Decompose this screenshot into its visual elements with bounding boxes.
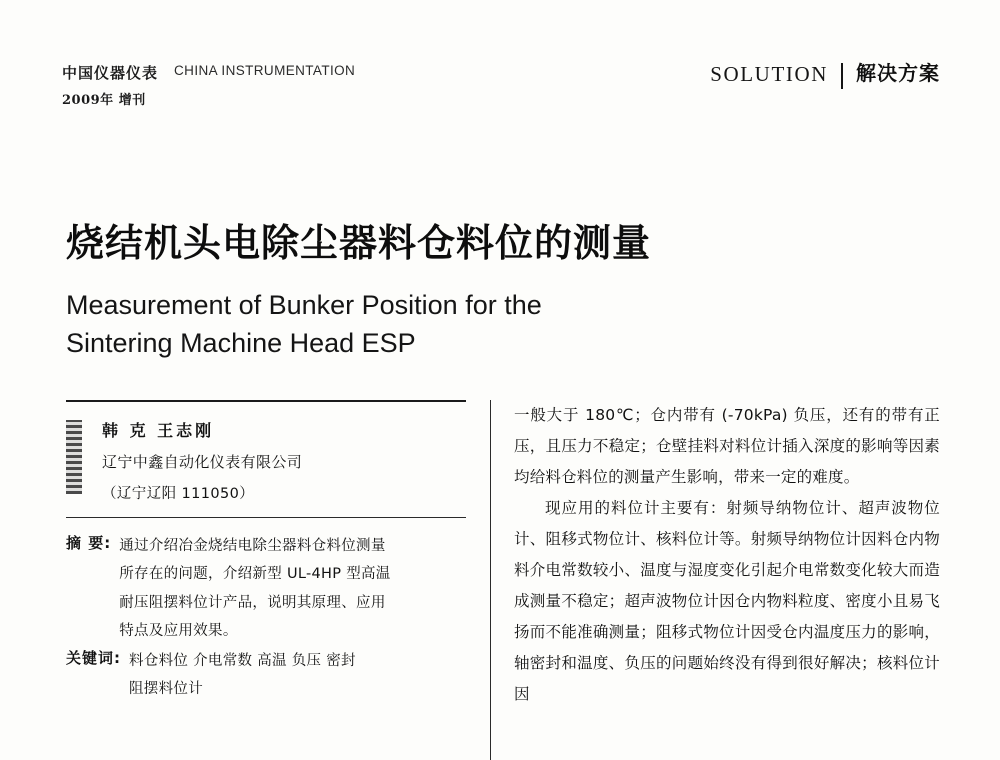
keywords-line: 料仓料位 介电常数 高温 负压 密封: [129, 653, 356, 670]
abstract-text: [119, 532, 390, 645]
abstract-label: 摘 要:: [66, 534, 112, 552]
section-label-en: SOLUTION: [710, 62, 828, 86]
keywords-row: [66, 647, 466, 704]
page-title-en-line2: Sintering Machine Head ESP: [66, 328, 416, 359]
abstract-line: 特点及应用效果。: [119, 622, 238, 639]
page-header: [62, 62, 940, 108]
keywords-label: 关键词:: [66, 649, 121, 668]
body-paragraph: 一般大于 180℃；仓内带有 (-70kPa) 负压，还有的带有正压，且压力不稳定；仓壁挂料对料位计插入深度的影响等因素均给料仓料位的测量产生影响，带来一定的难度。: [514, 406, 940, 486]
section-label-cn: 解决方案: [856, 61, 940, 85]
keywords-line: 阻摆料位计: [129, 681, 203, 698]
page-title-en: [66, 286, 706, 363]
abstract-block: [66, 518, 466, 704]
author-block: [66, 402, 466, 517]
right-column: [514, 400, 940, 710]
keywords-text: [129, 647, 356, 704]
author-names: 韩 克 王志刚: [102, 421, 215, 440]
section-divider: [841, 63, 843, 89]
page-title-en-line1: Measurement of Bunker Position for the: [66, 290, 542, 320]
section-header: [710, 62, 940, 89]
author-address: （辽宁辽阳 111050）: [102, 486, 255, 502]
column-divider: [490, 400, 491, 760]
left-column: [66, 400, 466, 706]
abstract-row: [66, 532, 466, 645]
page-title-cn: 烧结机头电除尘器料仓料位的测量: [66, 221, 652, 265]
author-affiliation: 辽宁中鑫自动化仪表有限公司: [102, 453, 303, 471]
abstract-line: 耐压阻摆料位计产品，说明其原理、应用: [119, 594, 386, 611]
author-ornament-icon: [66, 420, 82, 494]
body-paragraph: 现应用的料位计主要有：射频导纳物位计、超声波物位计、阻移式物位计、核料位计等。射频导纳物位计因料仓内物料介电常数较小、温度与湿度变化引起介电常数变化较大而造成测量不稳定；超声波物位计因仓内物料粒度、密度小且易飞扬而不能准确测量；阻移式物位计因受仓内温度压力的影响，轴密封和温度、负压的问题始终没有得到很好解决；核料位计因: [514, 499, 940, 703]
abstract-line: 通过介绍冶金烧结电除尘器料仓料位测量: [119, 538, 386, 554]
journal-title-en: CHINA INSTRUMENTATION: [174, 63, 356, 78]
issue-label: 2009年 增刊: [62, 93, 146, 108]
journal-title-cn: 中国仪器仪表: [62, 64, 159, 82]
abstract-line: 所存在的问题，介绍新型 UL-4HP 型高温: [119, 566, 391, 583]
